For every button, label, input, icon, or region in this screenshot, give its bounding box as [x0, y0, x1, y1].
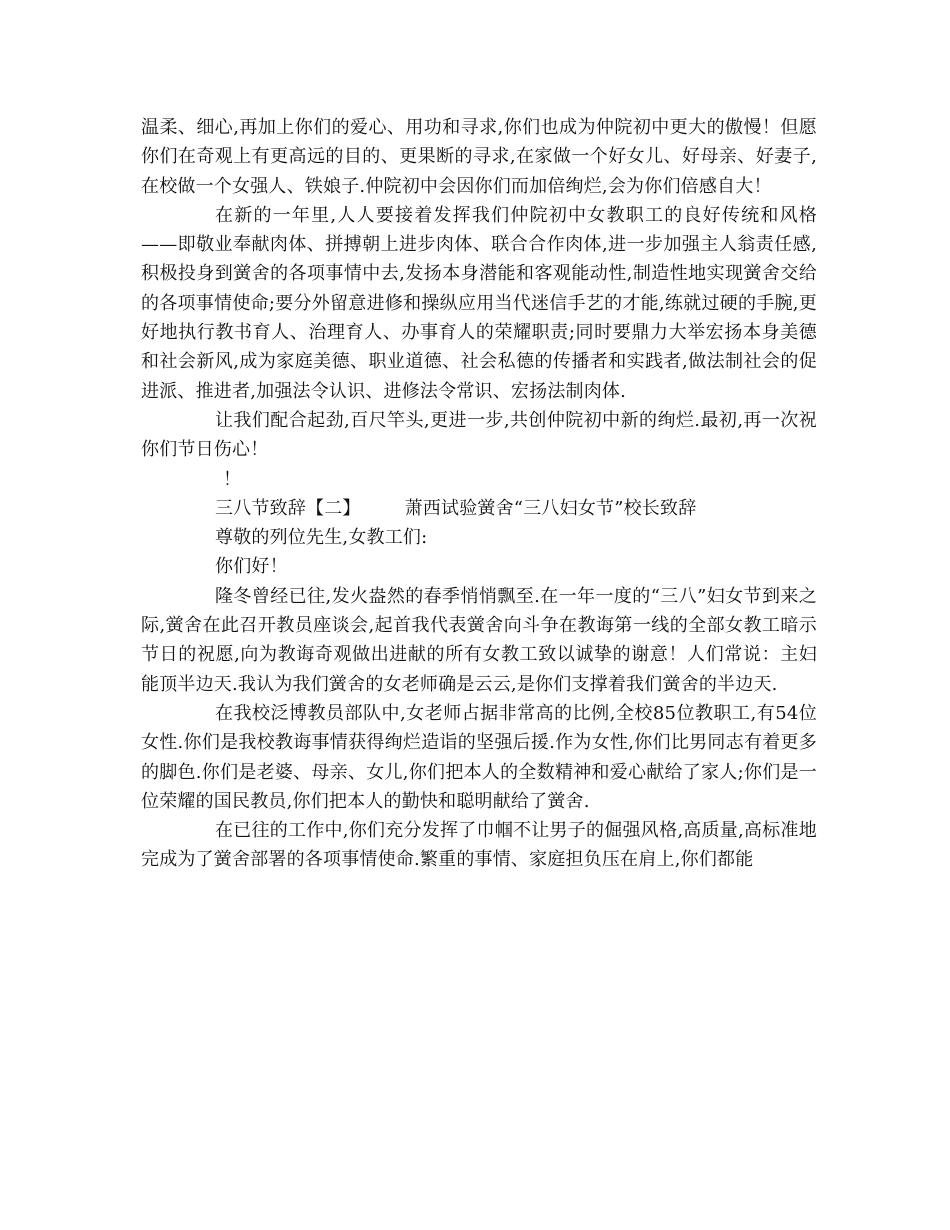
salutation: 尊敬的列位先生,女教工们: [215, 527, 428, 549]
paragraph-spring-festival: 隆冬曾经已往,发火盎然的春季悄悄飘至.在一年一度的“三八”妇女节到来之际,黉舍在此召开教员座谈会,起首我代表黉舍向斗争在教诲第一线的全部女教工暗示节日的祝愿,向为教诲奇观做出进献的所有女教工致以诚挚的谢意！人们常说：主妇能顶半边天.我认为我们黉舍的女老师确是云云,是你们支撑着我们黉舍的半边天. [141, 585, 817, 695]
paragraph-final-blessing: 让我们配合起劲,百尺竿头,更进一步,共创仲院初中新的绚烂.最初,再一次祝你们节日伤心！ [141, 409, 817, 461]
greeting-hello: 你们好！ [215, 556, 288, 578]
section-heading [141, 494, 817, 523]
section-heading-label: 三八节致辞【二】 [215, 497, 361, 519]
paragraph-closing-wishes: 温柔、细心,再加上你们的爱心、用功和寻求,你们也成为仲院初中更大的傲慢！但愿你们在奇观上有更高远的目的、更果断的寻求,在家做一个好女儿、好母亲、好妻子,在校做一个女强人、铁娘子.仲院初中会因你们而加倍绚烂,会为你们倍感自大！ [141, 117, 817, 197]
paragraph-new-year-goals: 在新的一年里,人人要接着发挥我们仲院初中女教职工的良好传统和风格——即敬业奉献肉体、拼搏朝上进步肉体、联合合作肉体,进一步加强主人翁责任感,积极投身到黉舍的各项事情中去,发扬本身潜能和客观能动性,制造性地实现黉舍交给的各项事情使命;要分外留意进修和操纵应用当代迷信手艺的才能,练就过硬的手腕,更好地执行教书育人、治理育人、办事育人的荣耀职责;同时要鼎力大举宏扬本身美德和社会新风,成为家庭美德、职业道德、社会私德的传播者和实践者,做法制社会的促进派、推进者,加强法令认识、进修法令常识、宏扬法制肉体. [141, 204, 817, 402]
paragraph-past-work: 在已往的工作中,你们充分发挥了巾帼不让男子的倔强风格,高质量,高标准地完成为了黉舍部署的各项事情使命.繁重的事情、家庭担负压在肩上,你们都能 [141, 820, 817, 871]
stray-exclamation: ！ [223, 468, 242, 490]
paragraph-female-staff: 在我校泛博教员部队中,女老师占据非常高的比例,全校85位教职工,有54位女性.你们是我校教诲事情获得绚烂造诣的坚强后援.作为女性,你们比男同志有着更多的脚色.你们是老婆、母亲、女儿,你们把本人的全数精神和爱心献给了家人;你们是一位荣耀的国民教员,你们把本人的勤快和聪明献给了黉舍. [141, 702, 817, 812]
document-body [141, 113, 817, 875]
section-heading-title: 萧西试验黉舍“三八妇女节”校长致辞 [404, 497, 697, 519]
